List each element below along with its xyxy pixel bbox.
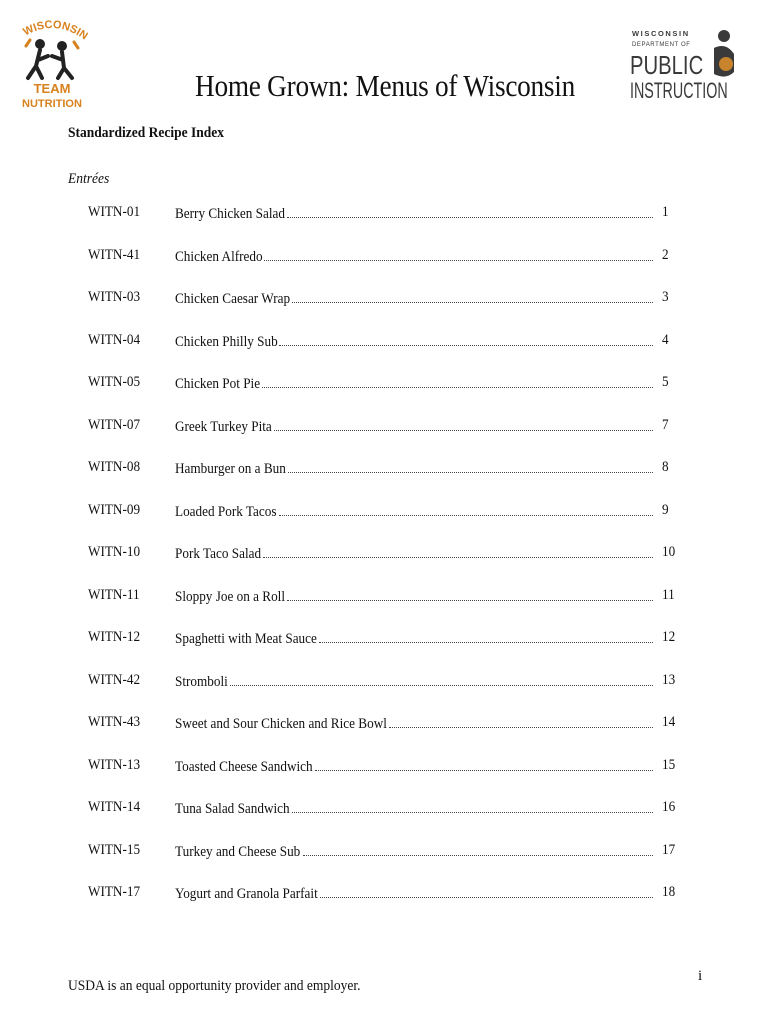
recipe-name: Berry Chicken Salad [175,206,285,222]
recipe-code: WITN-03 [88,289,141,305]
index-entry [0,710,770,753]
page-number: i [698,968,703,984]
index-entry [0,795,770,838]
dot-leader [287,204,653,218]
recipe-name-line [175,587,657,606]
recipe-page-number: 7 [662,416,669,433]
recipe-code: WITN-10 [88,544,141,560]
index-entry [0,625,770,668]
recipe-code: WITN-15 [88,841,141,858]
index-entry [0,328,770,371]
recipe-page-number: 18 [662,884,676,900]
index-heading: Standardized Recipe Index [68,125,225,141]
dot-leader [303,842,653,856]
svg-text:WISCONSIN: WISCONSIN [632,29,690,38]
recipe-name: Pork Taco Salad [175,546,262,562]
recipe-name-line [175,799,657,818]
index-entry [0,243,770,286]
recipe-page-number: 5 [662,374,669,390]
recipe-page-number: 12 [662,629,676,645]
recipe-name-line [175,374,657,393]
dot-leader [279,502,653,516]
dot-leader [389,714,653,728]
recipe-code: WITN-07 [88,416,141,433]
recipe-name-line [175,629,657,648]
recipe-name: Loaded Pork Tacos [175,503,277,520]
recipe-name: Chicken Philly Sub [175,333,278,350]
recipe-code: WITN-14 [88,799,141,815]
dot-leader [262,374,653,388]
recipe-page-number: 14 [662,714,676,730]
recipe-name-line [175,247,657,266]
svg-text:INSTRUCTION: INSTRUCTION [630,77,728,103]
recipe-page-number: 4 [662,331,669,348]
index-entry [0,880,770,923]
recipe-name-line [175,672,657,691]
dot-leader [292,799,653,813]
recipe-name-line [175,714,657,733]
recipe-name-line [175,459,657,478]
recipe-name-line [175,289,657,308]
recipe-name: Spaghetti with Meat Sauce [175,631,317,647]
dot-leader [279,332,653,346]
recipe-page-number: 13 [662,671,676,688]
dot-leader [274,417,653,431]
recipe-page-number: 10 [662,544,676,560]
recipe-name: Chicken Caesar Wrap [175,291,291,307]
recipe-name: Turkey and Cheese Sub [175,843,301,860]
recipe-name-line [175,502,657,521]
recipe-name-line [175,544,657,563]
index-entry [0,583,770,626]
recipe-name-line [175,842,657,861]
equal-opportunity-statement: USDA is an equal opportunity provider and employer. [68,978,361,994]
dot-leader [264,247,653,261]
recipe-code: WITN-08 [88,459,141,475]
recipe-name-line [175,417,657,436]
index-entry [0,838,770,881]
dot-leader [263,544,653,558]
recipe-code: WITN-42 [88,671,141,688]
svg-text:NUTRITION: NUTRITION [22,98,82,110]
recipe-name: Sweet and Sour Chicken and Rice Bowl [175,716,387,732]
index-entry [0,200,770,243]
recipe-name: Greek Turkey Pita [175,418,272,435]
index-entry [0,370,770,413]
recipe-name: Toasted Cheese Sandwich [175,758,313,775]
recipe-name: Hamburger on a Bun [175,461,286,477]
recipe-name: Tuna Salad Sandwich [175,801,290,817]
svg-text:DEPARTMENT OF: DEPARTMENT OF [632,42,691,48]
dot-leader [292,289,653,303]
svg-text:TEAM: TEAM [33,81,71,96]
recipe-code: WITN-13 [88,756,141,773]
recipe-code: WITN-17 [88,884,141,900]
index-entry [0,540,770,583]
section-heading-entrees: Entrées [68,171,110,187]
dot-leader [288,459,653,473]
index-entry [0,498,770,541]
recipe-name-line [175,884,657,903]
recipe-page-number: 17 [662,841,676,858]
index-entry [0,413,770,456]
recipe-name: Chicken Pot Pie [175,376,261,392]
recipe-page-number: 16 [662,799,676,815]
recipe-name-line [175,757,657,776]
recipe-page-number: 9 [662,501,669,518]
svg-text:PUBLIC: PUBLIC [630,50,704,80]
recipe-code: WITN-43 [88,714,141,730]
recipe-name: Stromboli [175,673,228,690]
dot-leader [287,587,653,601]
recipe-page-number: 2 [662,246,669,263]
recipe-code: WITN-11 [88,586,140,603]
recipe-name: Yogurt and Granola Parfait [175,886,318,902]
index-entry [0,455,770,498]
dot-leader [319,629,653,643]
recipe-code: WITN-09 [88,501,141,518]
recipe-code: WITN-12 [88,629,141,645]
index-entry [0,753,770,796]
recipe-code: WITN-05 [88,374,141,390]
recipe-name-line [175,332,657,351]
dot-leader [315,757,653,771]
recipe-code: WITN-01 [88,204,141,220]
recipe-page-number: 1 [662,204,669,220]
recipe-page-number: 8 [662,459,669,475]
recipe-name: Chicken Alfredo [175,248,263,265]
recipe-name-line [175,204,657,223]
dot-leader [320,884,653,898]
recipe-name: Sloppy Joe on a Roll [175,588,286,605]
svg-text:WISCONSIN: WISCONSI [21,18,83,39]
recipe-page-number: 15 [662,756,676,773]
index-entry [0,285,770,328]
recipe-code: WITN-41 [88,246,141,263]
dot-leader [230,672,653,686]
recipe-code: WITN-04 [88,331,141,348]
recipe-page-number: 3 [662,289,669,305]
recipe-page-number: 11 [662,586,675,603]
page-title: Home Grown: Menus of Wisconsin [195,68,575,103]
index-entry [0,668,770,711]
recipe-index-list [0,200,770,923]
